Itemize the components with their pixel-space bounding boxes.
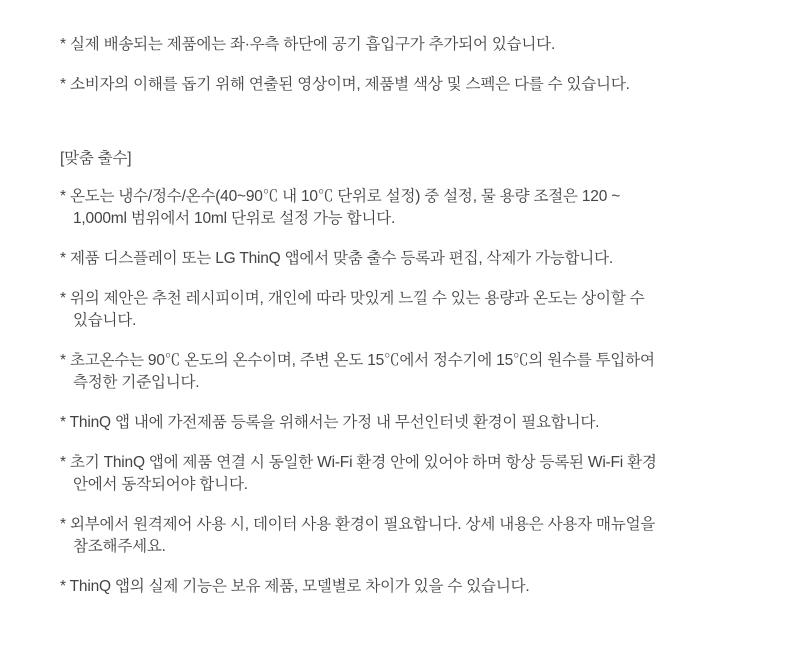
custom-dispense-notes [60,186,740,598]
note-line: * 제품 디스플레이 또는 LG ThinQ 앱에서 맞춤 출수 등록과 편집, 삭제가 가능합니다. [60,250,613,267]
note-line-continuation: 측정한 기준입니다. [73,374,200,391]
section-spacer [60,114,740,148]
section-title: [맞춤 출수] [60,150,132,167]
note-line: * 위의 제안은 추천 레시피이며, 개인에 따라 맛있게 느낄 수 있는 용량과 온도는 상이할 수 [60,290,645,307]
note-line: * ThinQ 앱 내에 가전제품 등록을 위해서는 가정 내 무선인터넷 환경이 필요합니다. [60,414,600,431]
note-line-continuation: 1,000ml 범위에서 10ml 단위로 설정 가능 합니다. [73,210,396,227]
note-line-continuation: 있습니다. [73,312,137,329]
note-line-continuation: 안에서 동작되어야 합니다. [73,476,248,493]
intro-note-line: * 소비자의 이해를 돕기 위해 연출된 영상이며, 제품별 색상 및 스펙은 다를 수 있습니다. [60,76,630,93]
intro-notes [60,34,740,96]
note-line: * 온도는 냉수/정수/온수(40~90℃ 내 10℃ 단위로 설정) 중 설정, 물 용량 조절은 120 ~ [60,188,621,205]
note-line-continuation: 참조해주세요. [73,538,166,555]
intro-note-line: * 실제 배송되는 제품에는 좌·우측 하단에 공기 흡입구가 추가되어 있습니다. [60,36,556,53]
note-line: * 외부에서 원격제어 사용 시, 데이터 사용 환경이 필요합니다. 상세 내용은 사용자 매뉴얼을 [60,516,656,533]
note-line: * ThinQ 앱의 실제 기능은 보유 제품, 모델별로 차이가 있을 수 있습니다. [60,578,530,595]
note-line: * 초기 ThinQ 앱에 제품 연결 시 동일한 Wi-Fi 환경 안에 있어야 하며 항상 등록된 Wi-Fi 환경 [60,454,657,471]
note-line: * 초고온수는 90℃ 온도의 온수이며, 주변 온도 15℃에서 정수기에 15℃의 원수를 투입하여 [60,352,655,369]
